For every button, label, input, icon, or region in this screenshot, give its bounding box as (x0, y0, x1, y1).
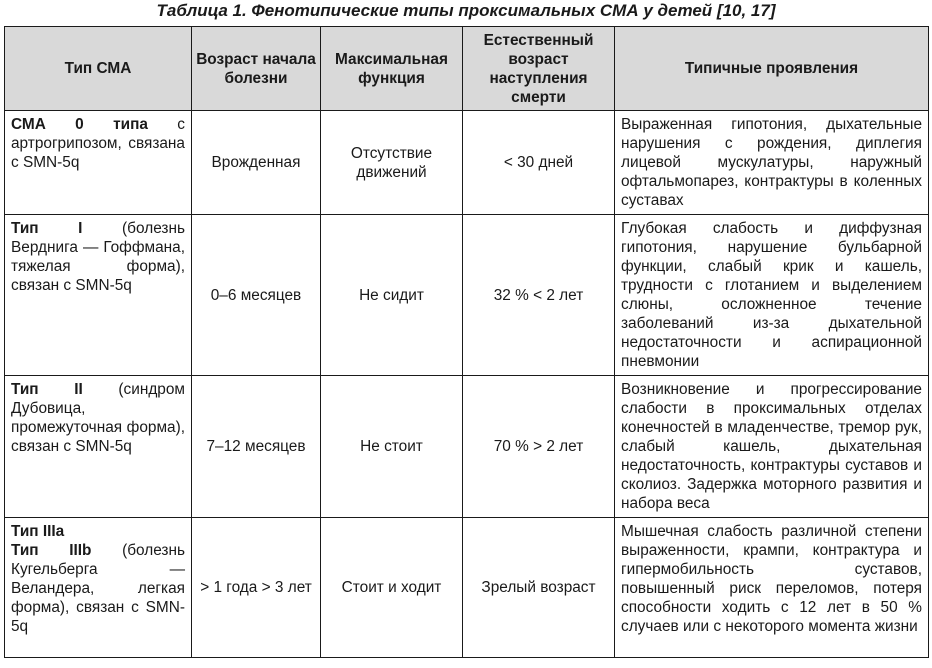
table-row (5, 518, 929, 658)
cell-onset: 7–12 месяцев (192, 376, 321, 518)
cell-manifestations: Мышечная слабость различной степени выраженности, крампи, контрактура и гипермобильность суставов, повышенный риск переломов, потеря способности ходить с 12 лет в 50 % случаев или с некоторого момента жизни (615, 518, 929, 658)
cell-max-function: Отсутствие движений (321, 111, 463, 215)
type-name: Тип IIIa (11, 523, 65, 540)
cell-type (5, 376, 192, 518)
cell-manifestations: Возникновение и прогрессирование слабости в проксимальных отделах конечностей в младенчестве, тремор рук, слабый кашель, дыхательная недостаточность, контрактуры суставов и сколиоз. Задержка моторного развития и набора веса (615, 376, 929, 518)
cell-death-age: 70 % > 2 лет (463, 376, 615, 518)
type-description: (болезнь Верднига — Гоффмана, тяжелая форма), связан с SMN-5q (11, 220, 185, 294)
header-death-age: Естественный возраст наступления смерти (463, 27, 615, 111)
sma-types-table (4, 26, 929, 658)
type-name: СМА 0 типа (11, 116, 148, 133)
table-row (5, 215, 929, 376)
cell-manifestations: Глубокая слабость и диффузная гипотония, нарушение бульбарной функции, слабый крик и кашель, трудности с глотанием и выделением слюны, осложненное течение заболеваний из-за дыхательной недостаточности и аспирационной пневмонии (615, 215, 929, 376)
cell-onset: 0–6 месяцев (192, 215, 321, 376)
cell-death-age: Зрелый возраст (463, 518, 615, 658)
table-row (5, 376, 929, 518)
type-name: Тип II (11, 381, 83, 398)
header-manifestations: Типичные проявления (615, 27, 929, 111)
cell-max-function: Стоит и ходит (321, 518, 463, 658)
cell-type (5, 111, 192, 215)
header-row (5, 27, 929, 111)
header-max-function: Максимальная функция (321, 27, 463, 111)
cell-death-age: 32 % < 2 лет (463, 215, 615, 376)
cell-death-age: < 30 дней (463, 111, 615, 215)
table-caption: Таблица 1. Фенотипические типы проксимальных СМА у детей [10, 17] (156, 1, 776, 20)
cell-manifestations: Выраженная гипотония, дыхательные нарушения с рождения, диплегия лицевой мускулатуры, наружный офтальмопарез, контрактуры в коленных суставах (615, 111, 929, 215)
table-row (5, 111, 929, 215)
header-onset: Возраст начала болезни (192, 27, 321, 111)
type-name: Тип IIIb (11, 542, 92, 559)
cell-onset: > 1 года > 3 лет (192, 518, 321, 658)
header-type: Тип СМА (5, 27, 192, 111)
type-description: с артрогрипозом, связана с SMN-5q (11, 116, 185, 171)
type-description: (болезнь Кугельберга — Веландера, легкая форма), связан с SMN-5q (11, 542, 186, 635)
cell-max-function: Не сидит (321, 215, 463, 376)
type-description: (синдром Дубовица, промежуточная форма), связан с SMN-5q (11, 381, 185, 455)
cell-onset: Врожденная (192, 111, 321, 215)
cell-type (5, 518, 192, 658)
type-name: Тип I (11, 220, 83, 237)
cell-max-function: Не стоит (321, 376, 463, 518)
cell-type (5, 215, 192, 376)
